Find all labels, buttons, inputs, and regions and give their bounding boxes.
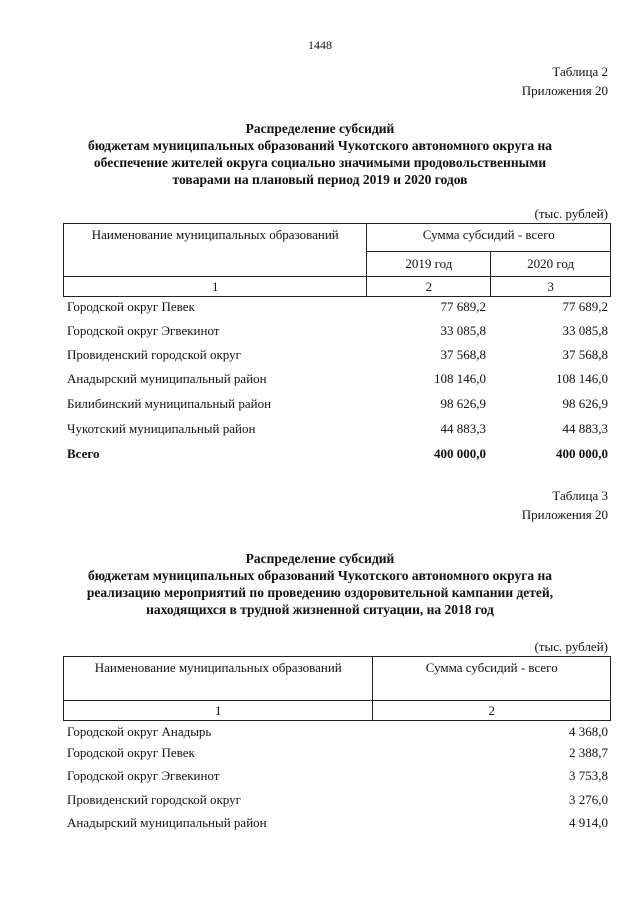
table3-header-name: Наименование муниципальных образований [64,657,373,701]
municipality-name: Анадырский муниципальный район [67,815,267,830]
municipality-name: Провиденский городской округ [67,792,241,807]
table2-title-line3: обеспечение жителей округа социально значимыми продовольственными [93,155,547,170]
table-row [67,369,608,389]
municipality-name: Чукотский муниципальный район [67,421,256,436]
municipality-name: Городской округ Эгвекинот [67,768,220,783]
table3-title-line4: находящихся в трудной жизненной ситуации, на 2018 год [146,602,494,617]
municipality-name: Городской округ Певек [67,745,195,760]
subsidy-value: 4 914,0 [569,815,608,830]
municipality-name: Городской округ Певек [67,299,195,314]
table3-label-line1: Таблица 3 [552,488,608,503]
municipality-name: Провиденский городской округ [67,347,241,362]
table2-colnum-3: 3 [491,277,611,297]
table2-title-line1: Распределение субсидий [245,121,395,136]
value-2020: 98 626,9 [562,396,608,411]
table3-colnum-2: 2 [373,701,611,721]
table2-header-name: Наименование муниципальных образований [64,224,367,277]
table2-header-2019: 2019 год [367,252,491,277]
table2-title-line2: бюджетам муниципальных образований Чукотского автономного округа на [87,138,553,153]
subsidy-value: 3 276,0 [569,792,608,807]
subsidy-value: 4 368,0 [569,724,608,739]
table-row [67,321,608,341]
table2-label [522,62,608,100]
page-number: 1448 [308,38,332,52]
table2-title [40,120,600,188]
value-2020: 108 146,0 [556,371,608,386]
municipality-name: Городской округ Эгвекинот [67,323,220,338]
table-row [67,743,608,763]
table2-colnum-1: 1 [64,277,367,297]
value-2020: 37 568,8 [562,347,608,362]
municipality-name: Городской округ Анадырь [67,724,212,739]
value-2019: 108 146,0 [434,371,486,386]
value-2019: 77 689,2 [440,299,486,314]
total-label: Всего [67,446,100,461]
table3-title-line1: Распределение субсидий [245,551,395,566]
table3-header-sum: Сумма субсидий - всего [373,657,611,701]
table-row [67,766,608,786]
table3-title [40,550,600,618]
table2-header [63,223,611,297]
table3-title-line3: реализацию мероприятий по проведению оздоровительной кампании детей, [86,585,554,600]
table-row [67,722,608,742]
table2-units: (тыс. рублей) [534,206,608,221]
table-row [67,419,608,439]
value-2020: 44 883,3 [562,421,608,436]
table-row [67,394,608,414]
table2-label-line2: Приложения 20 [521,83,608,98]
value-2019: 33 085,8 [440,323,486,338]
table3-title-line2: бюджетам муниципальных образований Чукотского автономного округа на [87,568,553,583]
table3-label-line2: Приложения 20 [521,507,608,522]
subsidy-value: 3 753,8 [569,768,608,783]
table2-label-line1: Таблица 2 [552,64,608,79]
table3-units: (тыс. рублей) [534,639,608,654]
municipality-name: Билибинский муниципальный район [67,396,272,411]
total-2019: 400 000,0 [434,446,486,461]
value-2019: 37 568,8 [440,347,486,362]
table2-header-sum: Сумма субсидий - всего [367,224,611,252]
table-total-row [67,444,608,464]
table2-colnum-2: 2 [367,277,491,297]
table-row [67,297,608,317]
table2-header-2020: 2020 год [491,252,611,277]
table-row [67,813,608,833]
table-row [67,790,608,810]
table-row [67,345,608,365]
table3-header [63,656,611,721]
value-2019: 44 883,3 [440,421,486,436]
subsidy-value: 2 388,7 [569,745,608,760]
total-2020: 400 000,0 [556,446,608,461]
table3-label [522,486,608,524]
municipality-name: Анадырский муниципальный район [67,371,267,386]
value-2020: 33 085,8 [562,323,608,338]
table2-title-line4: товарами на плановый период 2019 и 2020 годов [172,172,468,187]
table3-colnum-1: 1 [64,701,373,721]
value-2020: 77 689,2 [562,299,608,314]
value-2019: 98 626,9 [440,396,486,411]
